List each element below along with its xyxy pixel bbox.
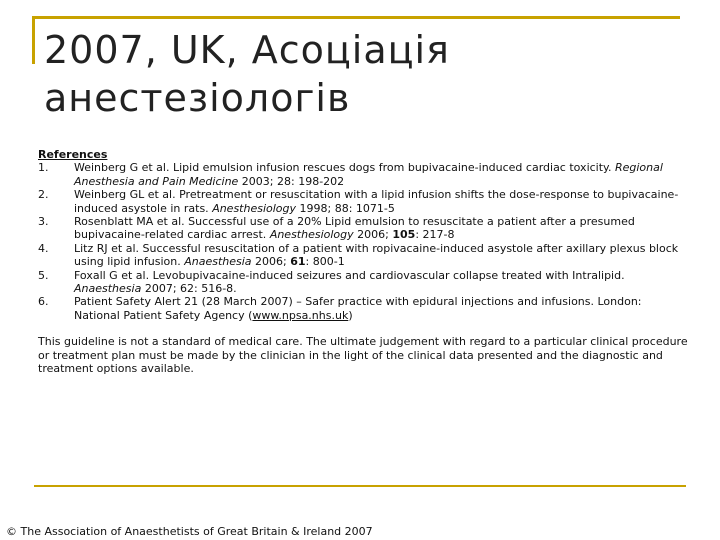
reference-volume: 61	[290, 255, 306, 269]
reference-text	[74, 188, 688, 215]
npsa-link[interactable]: www.npsa.nhs.uk	[252, 308, 349, 322]
references-block	[38, 148, 688, 376]
reference-item	[38, 269, 688, 296]
reference-text	[74, 269, 688, 296]
reference-item	[38, 161, 688, 188]
reference-journal: Anaesthesia	[74, 282, 142, 296]
reference-item	[38, 215, 688, 242]
slide-title: 2007, UK, Асоціація анестезіологів	[44, 28, 450, 120]
reference-pages: : 217-8	[415, 228, 455, 242]
reference-number: 1.	[38, 161, 49, 175]
top-rule	[32, 16, 680, 19]
reference-citation: Litz RJ et al. Successful resuscitation of a patient with ropivacaine-induced asystole after axillary plexus block using lipid infusion.	[74, 241, 679, 269]
reference-volume: 2003; 28: 198-202	[238, 174, 345, 188]
reference-pages: : 800-1	[305, 255, 345, 269]
left-rule	[32, 16, 35, 64]
reference-year: 2006;	[353, 228, 393, 242]
reference-citation: Weinberg GL et al. Pretreatment or resuscitation with a lipid infusion shifts the dose-response to bupivacaine-induced asystole in rats.	[74, 188, 679, 215]
reference-journal: Anaesthesia	[184, 255, 252, 269]
reference-number: 6.	[38, 295, 49, 309]
reference-text	[74, 161, 688, 188]
reference-journal: Anesthesiology	[269, 228, 354, 242]
reference-citation: Patient Safety Alert 21 (28 March 2007) – Safer practice with epidural injections and infusions. London: National Patient Safety Agency (	[74, 295, 642, 322]
reference-text	[74, 295, 688, 322]
reference-closing: )	[348, 308, 353, 322]
copyright-notice: © The Association of Anaesthetists of Great Britain & Ireland 2007	[6, 525, 373, 538]
reference-volume: 105	[392, 228, 416, 242]
reference-journal: Regional Anesthesia and Pain Medicine	[74, 161, 663, 188]
reference-number: 3.	[38, 215, 49, 229]
reference-item	[38, 295, 688, 322]
reference-number: 2.	[38, 188, 49, 202]
reference-journal: Anesthesiology	[212, 201, 297, 215]
reference-item	[38, 242, 688, 269]
guideline-disclaimer: This guideline is not a standard of medical care. The ultimate judgement with regard to a particular clinical procedure or treatment plan must be made by the clinician in the light of the clinical data presented and the diagnostic and treatment options available.	[38, 335, 688, 376]
reference-item	[38, 188, 688, 215]
reference-volume: 1998; 88: 1071-5	[296, 201, 395, 215]
reference-year: 2006;	[251, 255, 291, 269]
reference-number: 5.	[38, 268, 49, 282]
reference-text	[74, 215, 688, 242]
reference-citation: Rosenblatt MA et al. Successful use of a 20% Lipid emulsion to resuscitate a patient after a presumed bupivacaine-related cardiac arrest.	[74, 215, 635, 242]
bottom-rule	[34, 485, 686, 487]
references-heading: References	[38, 148, 108, 161]
reference-text	[74, 242, 688, 269]
reference-number: 4.	[38, 241, 49, 255]
reference-volume: 2007; 62: 516-8.	[141, 282, 237, 296]
reference-citation: Weinberg G et al. Lipid emulsion infusion rescues dogs from bupivacaine-induced cardiac toxicity.	[74, 161, 615, 175]
reference-citation: Foxall G et al. Levobupivacaine-induced seizures and cardiovascular collapse treated with Intralipid.	[74, 268, 625, 282]
